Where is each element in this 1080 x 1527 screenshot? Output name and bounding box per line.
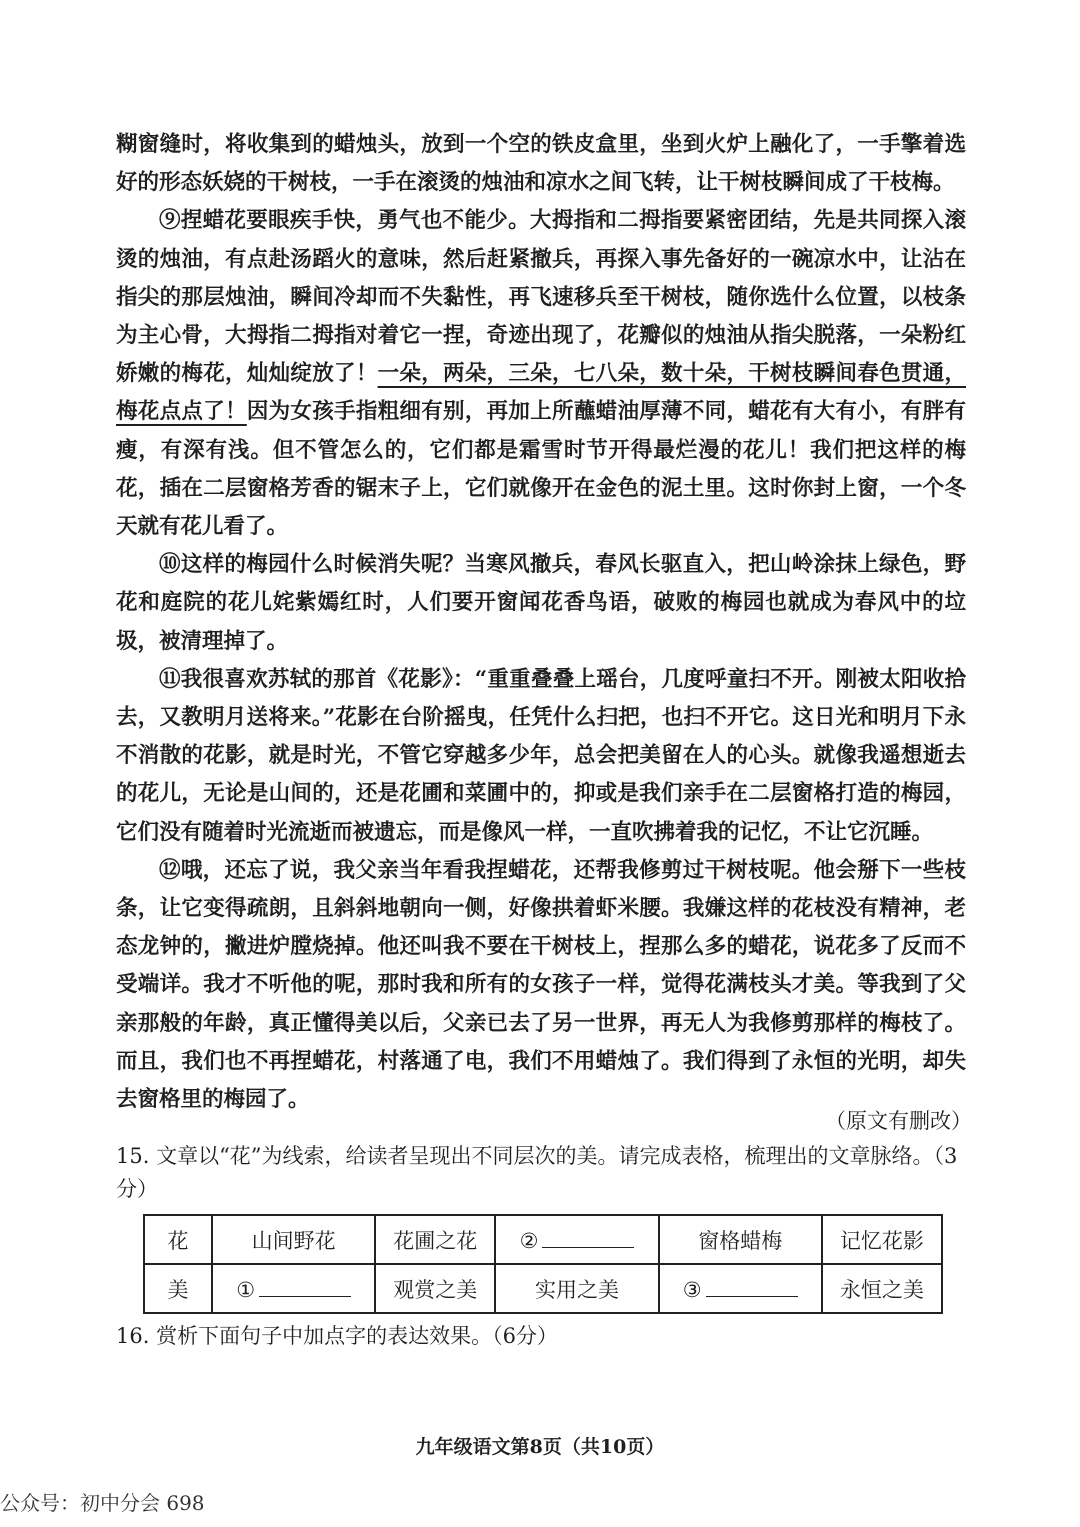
answer-blank bbox=[706, 1276, 798, 1297]
blank-marker: ② bbox=[519, 1228, 539, 1253]
paragraph-intro: 糊窗缝时，将收集到的蜡烛头，放到一个空的铁皮盒里，坐到火炉上融化了，一手擎着选好的形态妖娆的干树枝，一手在滚烫的烛油和凉水之间飞转，让干树枝瞬间成了干枝梅。 bbox=[116, 132, 966, 196]
table-cell: 观赏之美 bbox=[375, 1264, 495, 1313]
paragraph-9-part-b: 因为女孩手指粗细有别，再加上所蘸蜡油厚薄不同，蜡花有大有小，有胖有瘦，有深有浅。但不管怎么的，它们都是霜雪时节开得最烂漫的花儿！我们把这样的梅花，插在二层窗格芳香的锯末子上，它们就像开在金色的泥土里。这时你封上窗，一个冬天就有花儿看了。 bbox=[116, 399, 966, 540]
paragraph-9-underlined-sentence: 一朵，两朵，三朵，七八朵，数十朵，干树枝瞬间春色贯通，梅花点点了！ bbox=[116, 361, 966, 425]
table-cell: 永恒之美 bbox=[822, 1264, 942, 1313]
table-cell: 美 bbox=[144, 1264, 212, 1313]
source-note: （原文有删改） bbox=[825, 1109, 972, 1133]
paragraph-9-part-a: ⑨捏蜡花要眼疾手快，勇气也不能少。大拇指和二拇指要紧密团结，先是共同探入滚烫的烛油，有点赴汤蹈火的意味，然后赶紧撤兵，再探入事先备好的一碗凉水中，让沾在指尖的那层烛油，瞬间冷却而不失黏性，再飞速移兵至干树枝，随你选什么位置，以枝条为主心骨，大拇指二拇指对着它一捏，奇迹出现了，花瓣似的烛油从指尖脱落，一朵粉红娇嫩的梅花，灿灿绽放了！ bbox=[116, 208, 966, 387]
blank-marker: ① bbox=[236, 1277, 256, 1302]
table-row bbox=[144, 1215, 942, 1264]
question-16: 16. 赏析下面句子中加点字的表达效果。（6分） bbox=[116, 1324, 558, 1348]
paragraph-10: ⑩这样的梅园什么时候消失呢？当寒风撤兵，春风长驱直入，把山岭涂抹上绿色，野花和庭院的花儿姹紫嫣红时，人们要开窗闻花香鸟语，破败的梅园也就成为春风中的垃圾，被清理掉了。 bbox=[116, 552, 966, 654]
paragraph-12: ⑫哦，还忘了说，我父亲当年看我捏蜡花，还帮我修剪过干树枝呢。他会掰下一些枝条，让它变得疏朗，且斜斜地朝向一侧，好像拱着虾米腰。我嫌这样的花枝没有精神，老态龙钟的，撇进炉膛烧掉。他还叫我不要在干树枝上，捏那么多的蜡花，说花多了反而不受端详。我才不听他的呢，那时我和所有的女孩子一样，觉得花满枝头才美。等我到了父亲那般的年龄，真正懂得美以后，父亲已去了另一世界，再无人为我修剪那样的梅枝了。而且，我们也不再捏蜡花，村落通了电，我们不用蜡烛了。我们得到了永恒的光明，却失去窗格里的梅园了。 bbox=[116, 857, 966, 1113]
passage bbox=[116, 126, 966, 1119]
table-cell: 实用之美 bbox=[495, 1264, 658, 1313]
table-cell: 花圃之花 bbox=[375, 1215, 495, 1264]
table-cell: 山间野花 bbox=[212, 1215, 375, 1264]
table-cell: 花 bbox=[144, 1215, 212, 1264]
paragraph-9 bbox=[116, 202, 966, 546]
table-cell: 窗格蜡梅 bbox=[659, 1215, 822, 1264]
paragraph-11: ⑪我很喜欢苏轼的那首《花影》：“重重叠叠上瑶台，几度呼童扫不开。刚被太阳收拾去，又教明月送将来。”花影在台阶摇曳，任凭什么扫把，也扫不开它。这日光和明月下永不消散的花影，就是时光，不管它穿越多少年，总会把美留在人的心头。就像我遥想逝去的花儿，无论是山间的，还是花圃和菜圃中的，抑或是我们亲手在二层窗格打造的梅园，它们没有随着时光流逝而被遗忘，而是像风一样，一直吹拂着我的记忆，不让它沉睡。 bbox=[116, 666, 966, 845]
watermark-text: 公众号：初中分会 698 bbox=[0, 1491, 205, 1515]
table-row bbox=[144, 1264, 942, 1313]
answer-blank bbox=[259, 1276, 351, 1297]
answer-table bbox=[143, 1214, 943, 1314]
table-cell-blank-2[interactable] bbox=[495, 1215, 658, 1264]
question-15: 15. 文章以“花”为线索，给读者呈现出不同层次的美。请完成表格，梳理出的文章脉络。（3分） bbox=[116, 1144, 958, 1201]
page-footer: 九年级语文第8页（共10页） bbox=[415, 1436, 665, 1458]
table-cell: 记忆花影 bbox=[822, 1215, 942, 1264]
table-cell-blank-1[interactable] bbox=[212, 1264, 375, 1313]
answer-blank bbox=[542, 1227, 634, 1248]
table-cell-blank-3[interactable] bbox=[659, 1264, 822, 1313]
blank-marker: ③ bbox=[682, 1277, 702, 1302]
